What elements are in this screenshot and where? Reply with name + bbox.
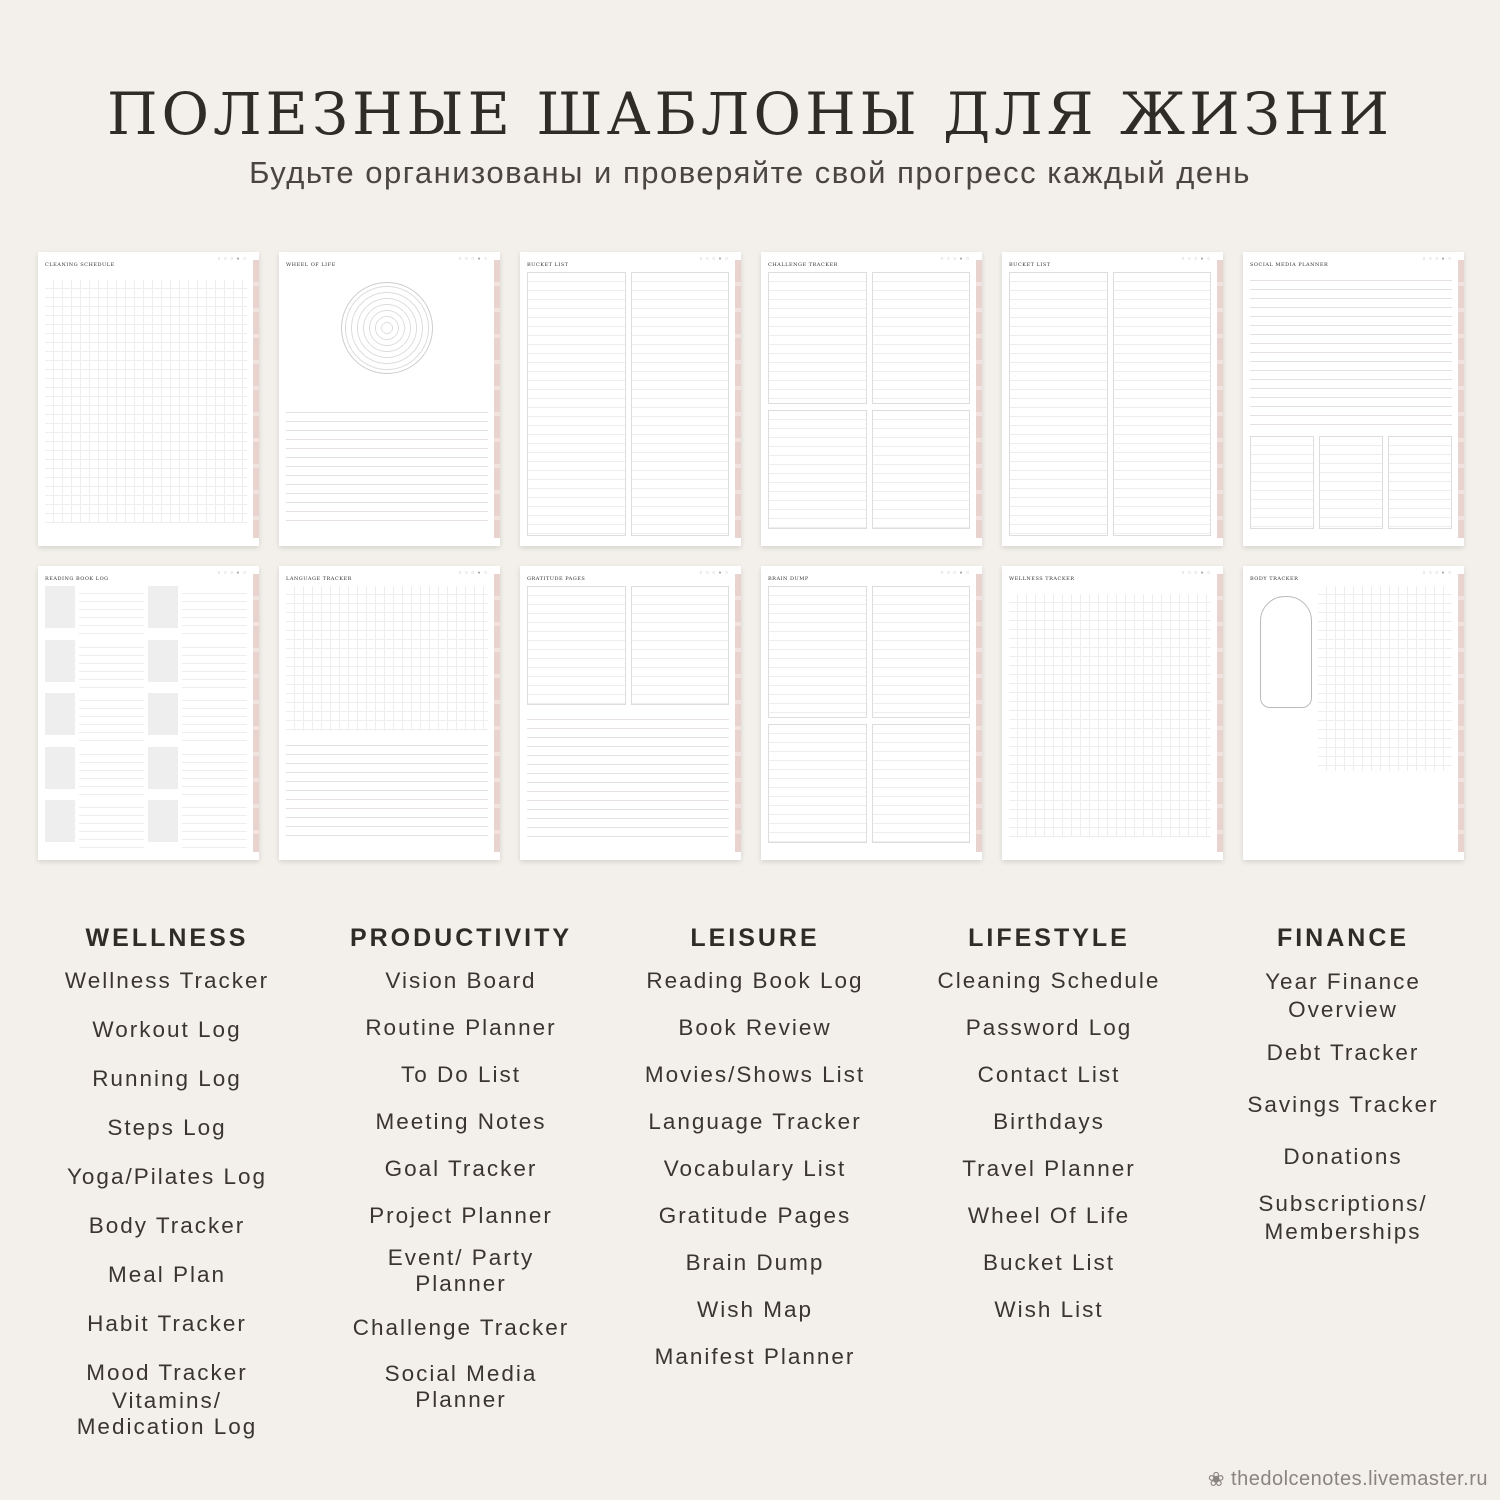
list-item: Wellness Tracker <box>64 968 270 993</box>
preview-title: CHALLENGE TRACKER <box>768 262 838 268</box>
list-item: Meal Plan <box>107 1262 227 1287</box>
page-title: ПОЛЕЗНЫЕ ШАБЛОНЫ ДЛЯ ЖИЗНИ <box>106 80 1394 148</box>
list-item: Savings Tracker <box>1247 1092 1439 1117</box>
list-item: Manifest Planner <box>654 1344 856 1369</box>
list-item: Routine Planner <box>365 1015 557 1040</box>
preview-title: READING BOOK LOG <box>45 576 109 582</box>
category-heading: WELLNESS <box>85 924 249 952</box>
category-list <box>901 968 1197 1323</box>
preview-title: WHEEL OF LIFE <box>286 262 336 268</box>
list-item: Password Log <box>965 1015 1133 1040</box>
list-item: Cleaning Schedule <box>937 968 1161 993</box>
preview-title: CLEANING SCHEDULE <box>45 262 115 268</box>
preview-brain-dump: ○ ○ ○ ● ○ BRAIN DUMP <box>761 566 982 860</box>
list-item: Vocabulary List <box>663 1156 847 1181</box>
page-subtitle: Будьте организованы и проверяйте свой прогресс каждый день <box>249 155 1251 190</box>
list-item: Birthdays <box>993 1109 1105 1134</box>
preview-title: BUCKET LIST <box>1009 262 1051 268</box>
category-heading: PRODUCTIVITY <box>349 924 573 952</box>
preview-title: BUCKET LIST <box>527 262 569 268</box>
category-heading: LIFESTYLE <box>968 924 1130 952</box>
list-item: Reading Book Log <box>646 968 864 993</box>
list-item: Wheel Of Life <box>967 1203 1131 1228</box>
list-item: Travel Planner <box>962 1156 1136 1181</box>
preview-title: BODY TRACKER <box>1250 576 1299 582</box>
preview-wheel-of-life: ○ ○ ○ ● ○ WHEEL OF LIFE <box>279 252 500 546</box>
list-item: Language Tracker <box>648 1109 862 1134</box>
list-item: Donations <box>1283 1144 1403 1169</box>
list-item: Goal Tracker <box>384 1156 538 1181</box>
preview-challenge-tracker: ○ ○ ○ ● ○ CHALLENGE TRACKER <box>761 252 982 546</box>
list-item: Event/ Party Planner <box>387 1245 535 1296</box>
footer-watermark <box>1208 1467 1488 1492</box>
category-leisure <box>607 920 903 1370</box>
preview-cleaning-schedule: ○ ○ ○ ● ○ CLEANING SCHEDULE <box>38 252 259 546</box>
template-preview-grid <box>38 252 1464 860</box>
list-item: Debt Tracker <box>1266 1040 1420 1065</box>
preview-bucket-list: ○ ○ ○ ● ○ BUCKET LIST <box>520 252 741 546</box>
category-list <box>19 968 315 1440</box>
flower-icon: ❀ <box>1207 1469 1226 1491</box>
preview-wellness-tracker: ○ ○ ○ ● ○ WELLNESS TRACKER <box>1002 566 1223 860</box>
list-item: Workout Log <box>92 1017 242 1042</box>
list-item: Habit Tracker <box>87 1311 247 1336</box>
preview-social-media-planner: ○ ○ ○ ● ○ SOCIAL MEDIA PLANNER <box>1243 252 1464 546</box>
list-item: Contact List <box>977 1062 1121 1087</box>
list-item: Gratitude Pages <box>658 1203 852 1228</box>
list-item: Steps Log <box>107 1115 227 1140</box>
preview-title: BRAIN DUMP <box>768 576 809 582</box>
category-finance <box>1195 920 1491 1246</box>
list-item: Vitamins/ Medication Log <box>76 1388 258 1439</box>
list-item: Vision Board <box>385 968 537 993</box>
list-item: Social Media Planner <box>384 1361 538 1412</box>
list-item: Challenge Tracker <box>352 1315 570 1340</box>
list-item: Wish List <box>994 1297 1104 1322</box>
category-productivity <box>313 920 609 1413</box>
list-item: Running Log <box>92 1066 242 1091</box>
category-list <box>313 968 609 1413</box>
category-lifestyle <box>901 920 1197 1323</box>
category-heading: LEISURE <box>690 924 820 952</box>
body-figure-icon <box>1260 596 1312 708</box>
preview-title: GRATITUDE PAGES <box>527 576 586 582</box>
category-wellness <box>19 920 315 1440</box>
list-item: Movies/Shows List <box>644 1062 866 1087</box>
category-list <box>1195 968 1491 1246</box>
list-item: Mood Tracker <box>86 1360 248 1385</box>
list-item: Meeting Notes <box>375 1109 547 1134</box>
list-item: Brain Dump <box>685 1250 825 1275</box>
category-list <box>607 968 903 1370</box>
preview-title: LANGUAGE TRACKER <box>286 576 352 582</box>
preview-bucket-list-2: ○ ○ ○ ● ○ BUCKET LIST <box>1002 252 1223 546</box>
list-item: Yoga/Pilates Log <box>66 1164 268 1189</box>
list-item: Bucket List <box>982 1250 1116 1275</box>
preview-reading-book-log: ○ ○ ○ ● ○ READING BOOK LOG <box>38 566 259 860</box>
list-item: To Do List <box>400 1062 522 1087</box>
preview-gratitude-pages: ○ ○ ○ ● ○ GRATITUDE PAGES <box>520 566 741 860</box>
preview-language-tracker: ○ ○ ○ ● ○ LANGUAGE TRACKER <box>279 566 500 860</box>
list-item: Wish Map <box>696 1297 814 1322</box>
list-item: Body Tracker <box>88 1213 246 1238</box>
preview-title: WELLNESS TRACKER <box>1009 576 1075 582</box>
preview-body-tracker: ○ ○ ○ ● ○ BODY TRACKER <box>1243 566 1464 860</box>
list-item: Project Planner <box>369 1203 553 1228</box>
list-item: Book Review <box>678 1015 832 1040</box>
preview-title: SOCIAL MEDIA PLANNER <box>1250 262 1329 268</box>
list-item: Subscriptions/ Memberships <box>1258 1191 1428 1244</box>
footer-url: thedolcenotes.livemaster.ru <box>1231 1468 1488 1490</box>
category-heading: FINANCE <box>1276 924 1410 952</box>
list-item: Year Finance Overview <box>1265 969 1421 1022</box>
